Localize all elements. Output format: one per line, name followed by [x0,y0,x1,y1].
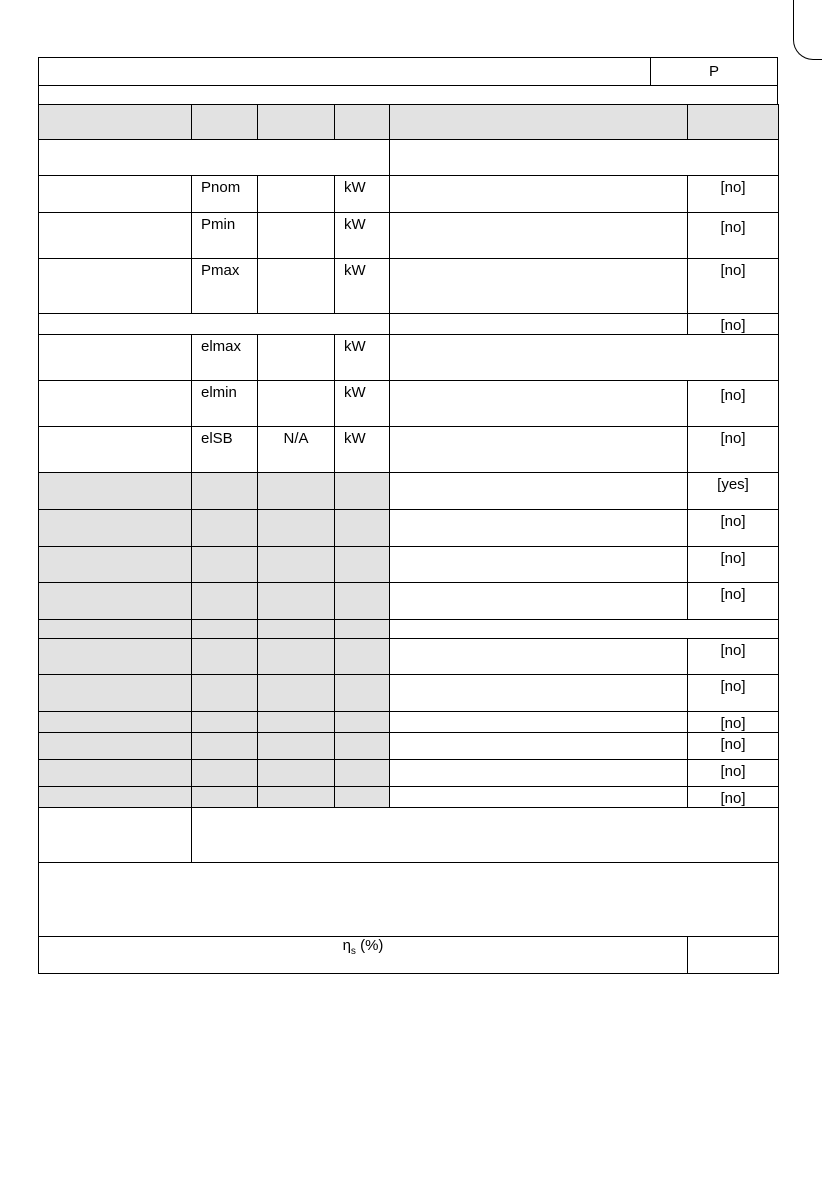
header-code: P [708,63,719,80]
efficiency-symbol: η [342,937,351,954]
unit-elsb: kW [335,427,390,473]
option-g8: [no] [688,712,779,733]
notes-row [39,863,779,937]
table-row [39,314,779,335]
table-row [39,510,779,547]
table-row [39,787,779,808]
symbol-elmax: elmax [192,335,258,381]
table-row [39,712,779,733]
table-row [39,335,779,381]
option-g2: [no] [688,510,779,547]
option-elmin: [no] [688,381,779,427]
efficiency-label [39,937,688,974]
option-g7: [no] [688,675,779,712]
page-corner-mark [793,0,822,60]
unit-pmin: kW [335,213,390,259]
option-elsb: [no] [688,427,779,473]
option-pmin: [no] [688,213,779,259]
efficiency-unit: (%) [360,937,384,954]
table-row [39,675,779,712]
table-row [39,733,779,760]
unit-pmax: kW [335,259,390,314]
option-g10: [no] [688,760,779,787]
unit-elmax: kW [335,335,390,381]
table-row [39,547,779,583]
table-row [39,808,779,863]
form-header [38,57,778,86]
symbol-pmin: Pmin [192,213,258,259]
section-header-row [39,140,779,176]
symbol-pnom: Pnom [192,176,258,213]
header-title-cell [39,58,651,85]
table-row [39,639,779,675]
table-row [39,259,779,314]
table-row [39,176,779,213]
option-pnom: [no] [688,176,779,213]
table-row [39,427,779,473]
efficiency-subscript: s [350,946,356,957]
value-elsb: N/A [258,427,335,473]
table-row [39,583,779,620]
table-row [39,473,779,510]
option-pmax: [no] [688,259,779,314]
table-row [39,620,779,639]
header-band [38,85,778,105]
option-g11: [no] [688,787,779,808]
option-g6: [no] [688,639,779,675]
option-aux: [no] [688,314,779,335]
table-row [39,213,779,259]
efficiency-value [688,937,779,974]
option-g9: [no] [688,733,779,760]
unit-pnom: kW [335,176,390,213]
symbol-elsb: elSB [192,427,258,473]
column-header-row [39,105,779,140]
option-g4: [no] [688,583,779,620]
parameters-table [38,104,779,974]
option-g1: [yes] [688,473,779,510]
table-row [39,381,779,427]
table-row [39,760,779,787]
symbol-pmax: Pmax [192,259,258,314]
unit-elmin: kW [335,381,390,427]
option-g3: [no] [688,547,779,583]
symbol-elmin: elmin [192,381,258,427]
efficiency-row [39,937,779,974]
